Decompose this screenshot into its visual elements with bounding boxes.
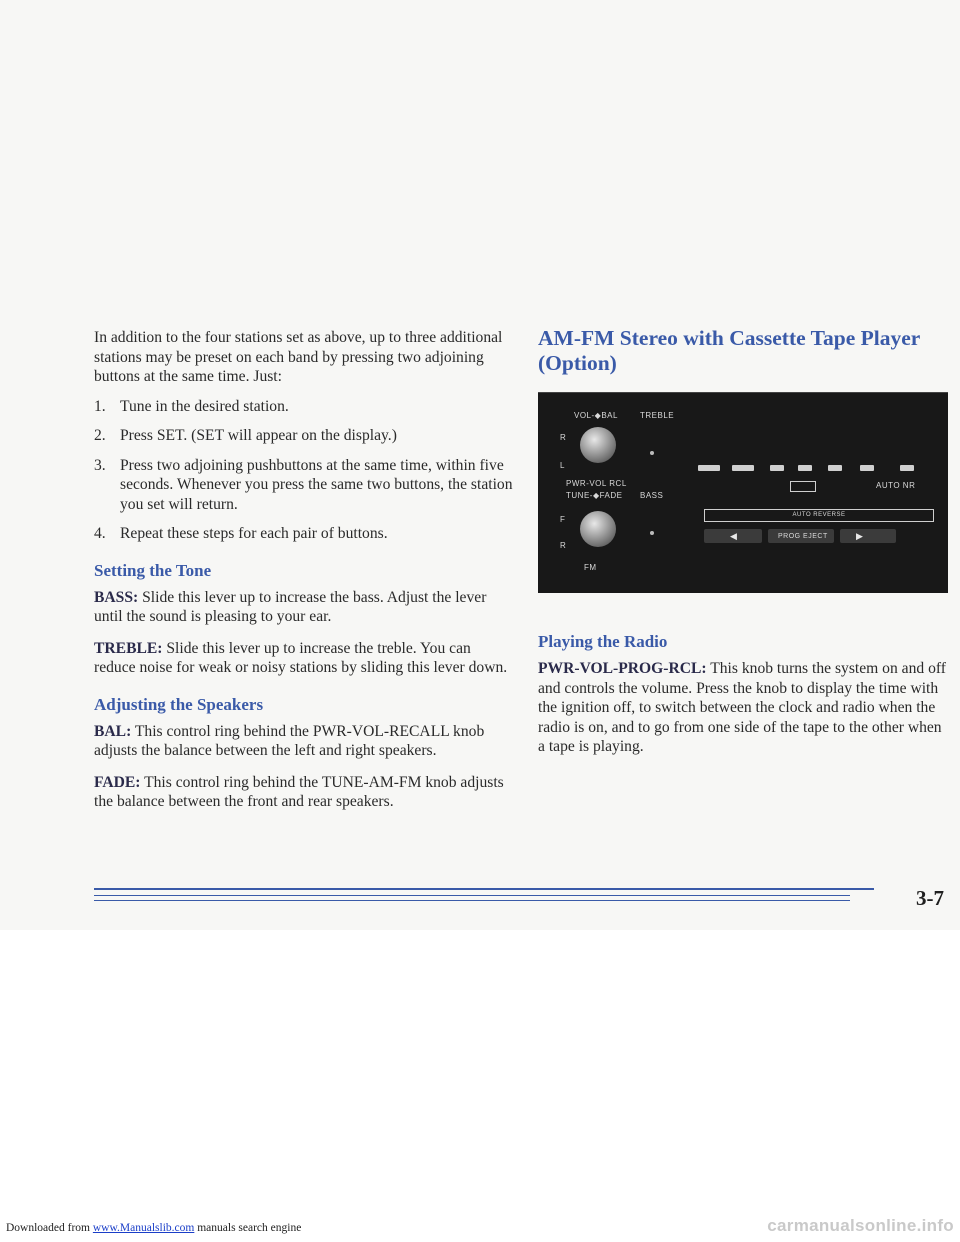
list-item <box>94 397 514 417</box>
preset-steps-list <box>94 397 514 544</box>
auto-reverse-label: AUTO REVERSE <box>792 512 846 518</box>
preset-button <box>698 465 720 471</box>
bass-label: BASS <box>640 491 664 500</box>
tune-knob <box>580 511 616 547</box>
treble-paragraph <box>94 639 514 678</box>
fast-forward-icon: ▶ <box>856 531 864 541</box>
fade-paragraph <box>94 773 514 812</box>
pwr-text: This knob turns the system on and off and controls the volume. Press the knob to display the time with the ignition off, to switch between the clock and radio when the radio is on, and to go from one side of the tape to the other when a tape is playing. <box>538 660 946 755</box>
footer-rule <box>94 888 874 890</box>
bass-paragraph <box>94 588 514 627</box>
fade-text: This control ring behind the TUNE-AM-FM knob adjusts the balance between the front and rear speakers. <box>94 773 504 810</box>
footer-suffix: manuals search engine <box>194 1222 302 1234</box>
step-number: 2. <box>94 427 106 444</box>
step-number: 1. <box>94 397 106 415</box>
pwr-paragraph <box>538 659 948 757</box>
right-column <box>538 326 948 769</box>
preset-button <box>900 465 914 471</box>
vol-bal-label: VOL-◆BAL <box>574 411 618 420</box>
watermark: carmanualsonline.info <box>767 1216 954 1235</box>
footer-rule-thin <box>94 895 850 896</box>
rear-label: R <box>560 541 567 550</box>
footer-prefix: Downloaded from <box>6 1222 93 1234</box>
prog-eject-label: PROG EJECT <box>778 533 828 540</box>
step-text: Repeat these steps for each pair of buttons. <box>120 525 388 542</box>
page-title: AM-FM Stereo with Cassette Tape Player (Option) <box>538 326 920 375</box>
bass-term: BASS: <box>94 588 139 606</box>
treble-text: Slide this lever up to increase the treble. You can reduce noise for weak or noisy stations by sliding this lever down. <box>94 639 508 676</box>
playing-heading: Playing the Radio <box>538 632 668 651</box>
pwr-term: PWR-VOL-PROG-RCL: <box>538 660 707 677</box>
page-number: 3-7 <box>916 886 944 910</box>
treble-label: TREBLE <box>640 411 675 420</box>
step-text: Press two adjoining pushbuttons at the same time, within five seconds. Whenever you press the same two buttons, the station you set will return. <box>120 456 513 513</box>
bal-paragraph <box>94 722 514 761</box>
dolby-indicator <box>790 481 816 492</box>
fast-forward-button <box>840 529 896 543</box>
step-text: Tune in the desired station. <box>120 397 289 415</box>
step-number: 4. <box>94 525 106 542</box>
preset-button <box>798 465 812 471</box>
bal-term: BAL: <box>94 722 132 740</box>
tone-heading: Setting the Tone <box>94 560 212 580</box>
preset-button <box>732 465 754 471</box>
intro-paragraph: In addition to the four stations set as above, up to three additional stations may be preset on each band by pressing two adjoining buttons at the same time. Just: <box>94 329 503 385</box>
rewind-icon: ◀ <box>730 531 738 541</box>
footer-rule-thin <box>94 900 850 901</box>
preset-button <box>828 465 842 471</box>
right-label: R <box>560 433 567 442</box>
step-text: Press SET. (SET will appear on the display.) <box>120 427 397 444</box>
left-label: L <box>560 461 565 470</box>
preset-button <box>770 465 784 471</box>
preset-button <box>860 465 874 471</box>
front-label: F <box>560 515 566 524</box>
pwr-rcl-label: PWR-VOL RCL <box>566 479 627 488</box>
list-item <box>94 456 514 515</box>
tape-door <box>704 509 934 522</box>
step-number: 3. <box>94 456 106 474</box>
bass-lever <box>650 531 654 535</box>
left-column <box>94 328 514 824</box>
fade-term: FADE: <box>94 773 141 791</box>
tune-fade-label: TUNE-◆FADE <box>566 491 623 500</box>
am-fm-label: FM <box>584 563 597 572</box>
list-item <box>94 524 514 544</box>
speakers-heading: Adjusting the Speakers <box>94 694 264 714</box>
volume-knob <box>580 427 616 463</box>
list-item <box>94 426 514 446</box>
bal-text: This control ring behind the PWR-VOL-RECALL knob adjusts the balance between the left and right speakers. <box>94 722 485 759</box>
radio-illustration <box>538 392 948 593</box>
bass-text: Slide this lever up to increase the bass. Adjust the lever until the sound is pleasing to your ear. <box>94 588 487 625</box>
treble-term: TREBLE: <box>94 639 163 657</box>
download-footer <box>6 1222 301 1234</box>
manualslib-link[interactable]: www.Manualslib.com <box>92 1222 195 1234</box>
treble-lever <box>650 451 654 455</box>
auto-nr-label: AUTO NR <box>876 481 916 490</box>
